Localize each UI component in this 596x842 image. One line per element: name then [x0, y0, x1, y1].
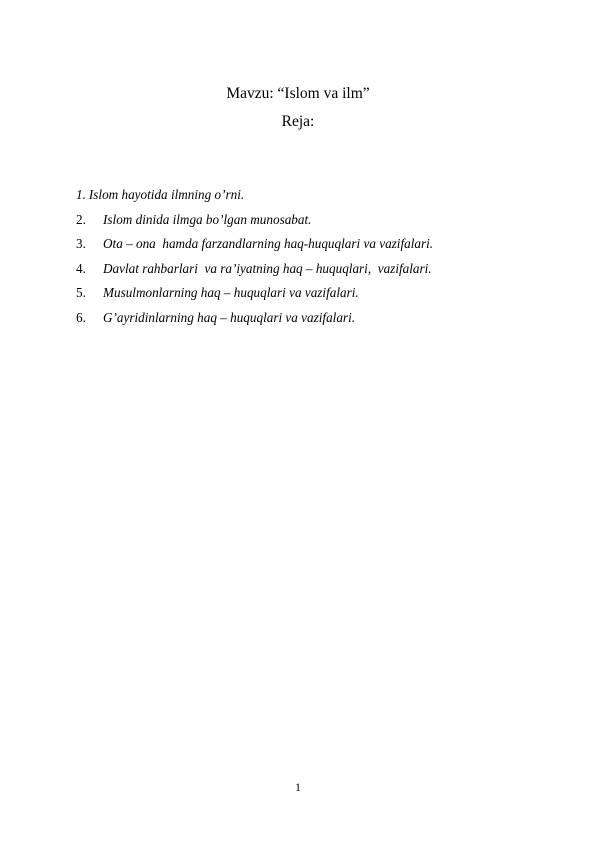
plan-item-number: 1.	[76, 187, 86, 202]
plan-item	[76, 185, 516, 210]
plan-item-text: Islom dinida ilmga bo’lgan munosabat.	[103, 211, 312, 227]
plan-item	[76, 308, 516, 333]
plan-item-number: 2.	[76, 211, 86, 227]
plan-heading: Reja:	[281, 113, 315, 130]
document-title: Mavzu: “Islom va ilm”	[226, 85, 370, 102]
plan-item-number: 6.	[76, 309, 86, 325]
plan-item-text: Musulmonlarning haq – huquqlari va vazifalari.	[103, 285, 359, 301]
plan-item-text: Davlat rahbarlari va ra’iyatning haq – huquqlari, vazifalari.	[103, 260, 432, 276]
plan-item	[76, 234, 516, 259]
plan-item-number: 5.	[76, 285, 86, 301]
plan-item-text: Ota – ona hamda farzandlarning haq-huquqlari va vazifalari.	[103, 236, 434, 252]
plan-item-text: Islom hayotida ilmning o’rni.	[88, 187, 245, 202]
plan-item-number: 3.	[76, 236, 86, 252]
plan-item	[76, 210, 516, 235]
plan-item-text: G’ayridinlarning haq – huquqlari va vazifalari.	[103, 309, 356, 325]
plan-list	[76, 185, 516, 333]
page-number: 1	[295, 780, 301, 794]
plan-item	[76, 259, 516, 284]
plan-item-number: 4.	[76, 260, 86, 276]
plan-item	[76, 283, 516, 308]
